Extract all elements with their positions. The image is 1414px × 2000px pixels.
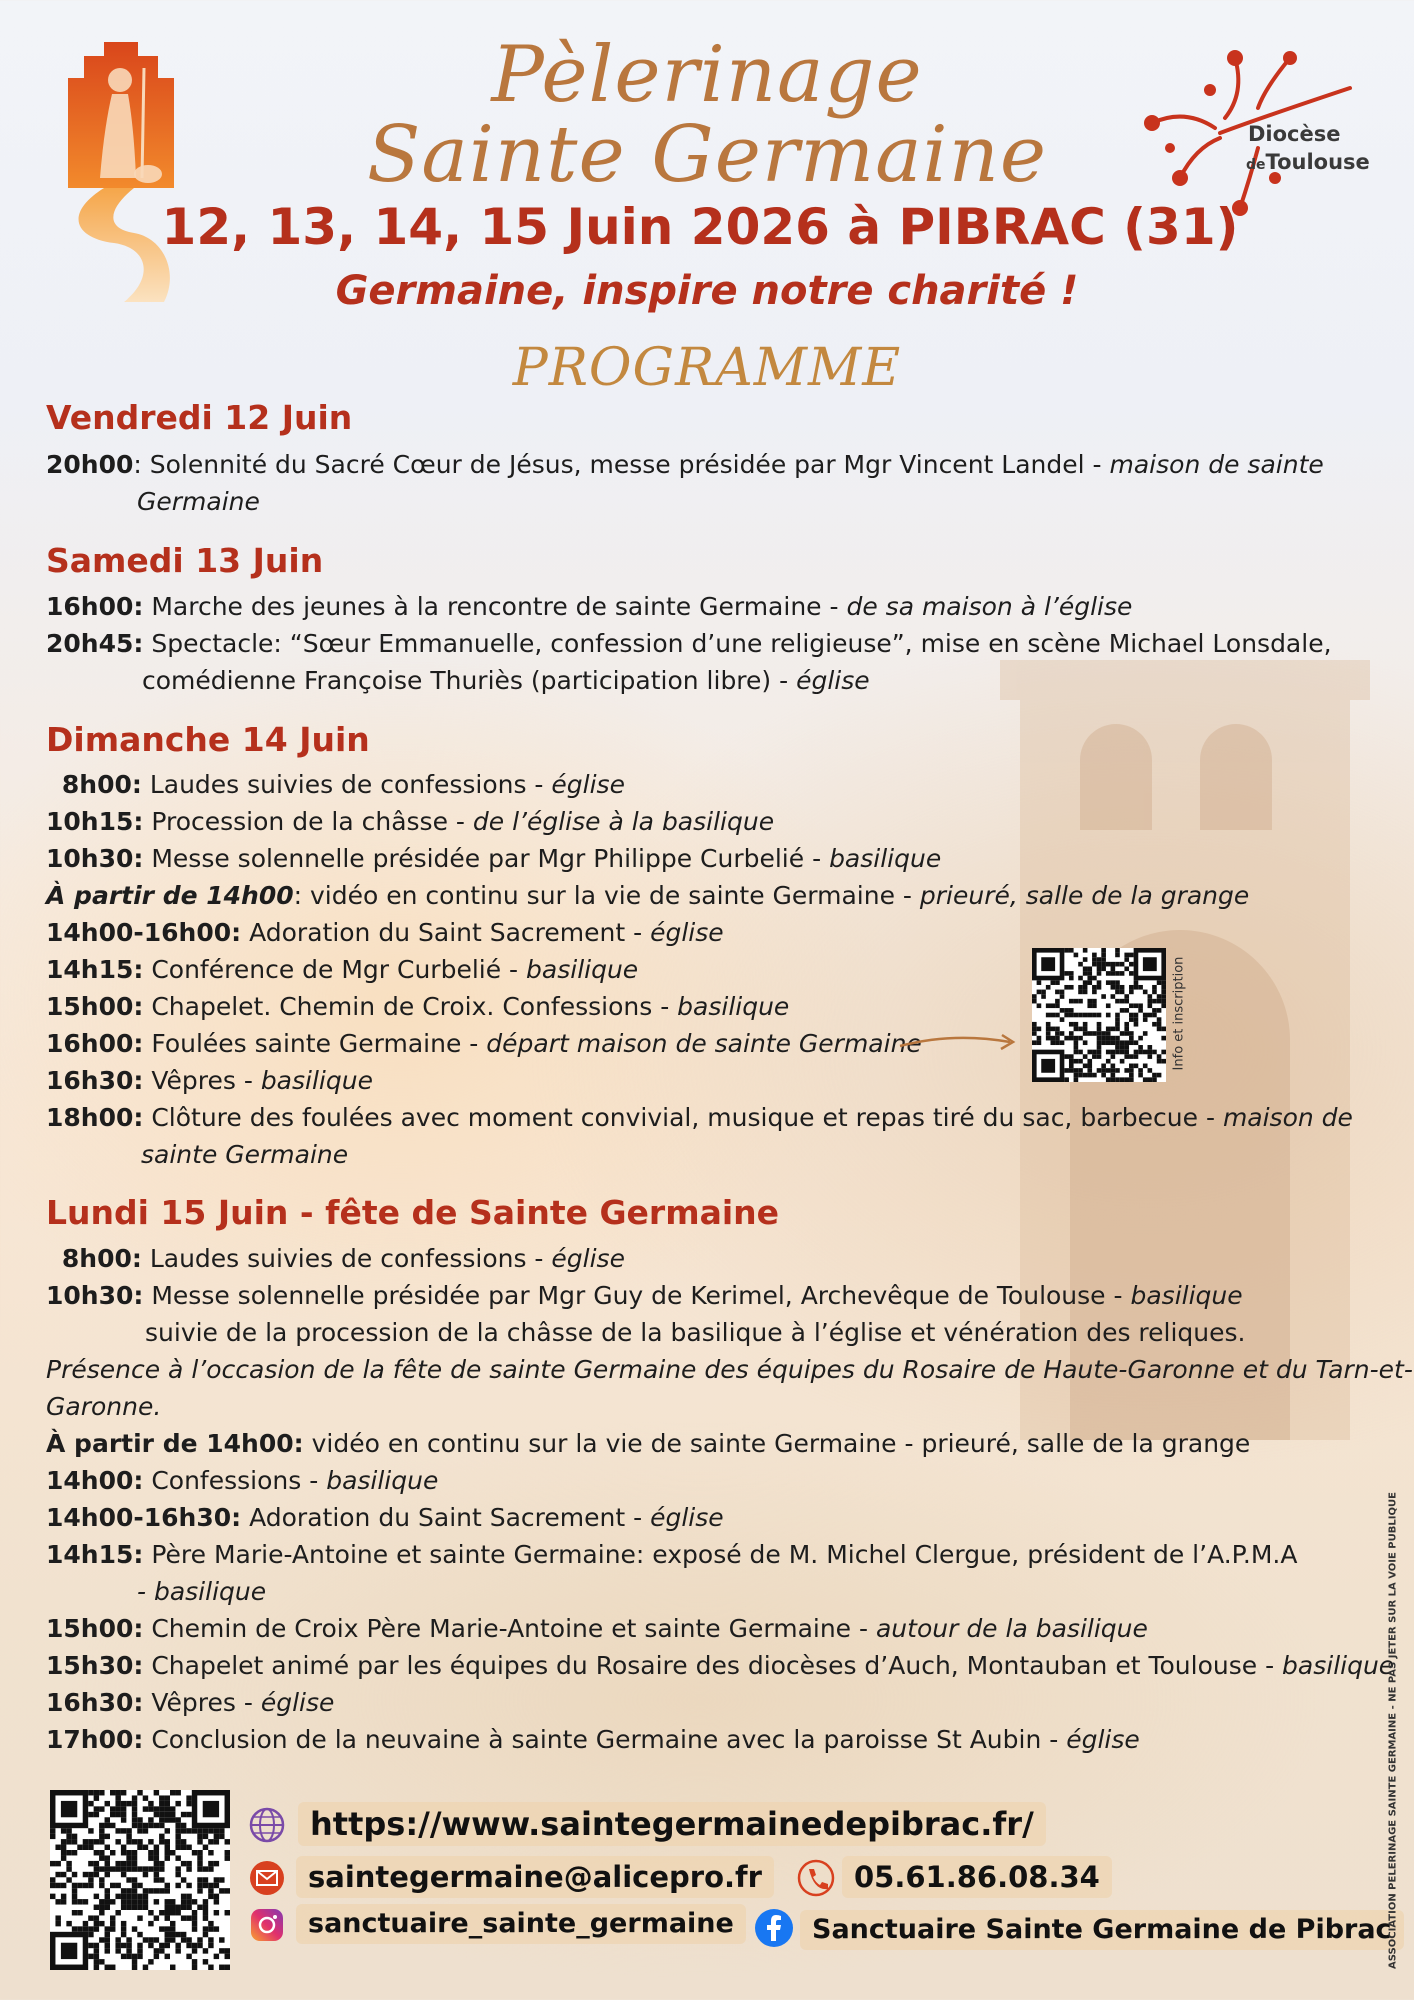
- phone-link[interactable]: 05.61.86.08.34: [842, 1856, 1112, 1898]
- schedule-item: 10h30: Messe solennelle présidée par Mgr Guy de Kerimel, Archevêque de Toulouse - basilique: [46, 1281, 1243, 1310]
- schedule-item: 14h00-16h00: Adoration du Saint Sacrement - église: [46, 918, 724, 947]
- schedule-item-continuation: suivie de la procession de la châsse de la basilique à l’église et vénération des reliques.: [145, 1318, 1246, 1347]
- schedule-item: 8h00: Laudes suivies de confessions - église: [61, 770, 625, 799]
- schedule-item: À partir de 14h00: vidéo en continu sur la vie de sainte Germaine - prieuré, salle de la grange: [46, 1429, 1251, 1458]
- schedule-item: 20h45: Spectacle: “Sœur Emmanuelle, confession d’une religieuse”, mise en scène Michael Lonsdale,: [46, 629, 1332, 658]
- schedule-item-continuation: sainte Germaine: [141, 1140, 349, 1169]
- phone-icon: [796, 1858, 836, 1898]
- day-title-lundi: Lundi 15 Juin - fête de Sainte Germaine: [46, 1193, 780, 1232]
- side-legal-note: ASSOCIATION PELERINAGE SAINTE GERMAINE - NE PAS JETER SUR LA VOIE PUBLIQUE: [1387, 1492, 1399, 1969]
- qr-label-wrap: [1168, 948, 1190, 1082]
- schedule-item: 16h00: Marche des jeunes à la rencontre de sainte Germaine - de sa maison à l’église: [46, 592, 1133, 621]
- schedule-item: 15h30: Chapelet animé par les équipes du Rosaire des diocèses d’Auch, Montauban et Toulouse - basilique: [46, 1651, 1395, 1680]
- event-dates: 12, 13, 14, 15 Juin 2026 à PIBRAC (31): [161, 198, 1239, 256]
- email-link[interactable]: saintegermaine@alicepro.fr: [296, 1856, 774, 1898]
- schedule-item: 14h00: Confessions - basilique: [46, 1466, 439, 1495]
- schedule-item: 8h00: Laudes suivies de confessions - église: [61, 1244, 625, 1273]
- instagram-link[interactable]: sanctuaire_sainte_germaine: [296, 1904, 746, 1944]
- schedule-note: Présence à l’occasion de la fête de sainte Germaine des équipes du Rosaire de Haute-Garonne et du Tarn-et-: [46, 1355, 1413, 1384]
- schedule-item: 15h00: Chapelet. Chemin de Croix. Confessions - basilique: [46, 992, 790, 1021]
- arrow-icon: [898, 1028, 1018, 1058]
- facebook-icon: [754, 1908, 794, 1948]
- schedule-item: 10h30: Messe solennelle présidée par Mgr Philippe Curbelié - basilique: [46, 844, 942, 873]
- programme-heading: PROGRAMME: [512, 338, 902, 398]
- schedule-item-continuation: comédienne Françoise Thuriès (participation libre) - église: [142, 666, 870, 695]
- qr-code-icon: [1032, 948, 1166, 1082]
- mail-icon: [248, 1859, 286, 1897]
- schedule-item: 15h00: Chemin de Croix Père Marie-Antoine et sainte Germaine - autour de la basilique: [46, 1614, 1148, 1643]
- instagram-icon: [248, 1906, 286, 1944]
- qr-label: Info et inscription: [1171, 956, 1187, 1071]
- page-title-line1: Pèlerinage: [491, 30, 923, 120]
- schedule-item-continuation: Germaine: [137, 487, 260, 516]
- schedule-item: 16h00: Foulées sainte Germaine - départ maison de sainte Germaine: [46, 1029, 922, 1058]
- day-title-samedi: Samedi 13 Juin: [46, 541, 324, 580]
- schedule-item: 10h15: Procession de la châsse - de l’église à la basilique: [46, 807, 775, 836]
- page-title-line2: Sainte Germaine: [367, 110, 1047, 200]
- schedule-item: 14h15: Père Marie-Antoine et sainte Germaine: exposé de M. Michel Clergue, président de l’A.P.M.A: [46, 1540, 1298, 1569]
- schedule-item: 14h00-16h30: Adoration du Saint Sacrement - église: [46, 1503, 724, 1532]
- schedule-item: 14h15: Conférence de Mgr Curbelié - basilique: [46, 955, 639, 984]
- diocese-city: deToulouse: [1246, 150, 1370, 174]
- schedule-item: À partir de 14h00: vidéo en continu sur la vie de sainte Germaine - prieuré, salle de la grange: [46, 881, 1250, 910]
- globe-icon: [248, 1806, 286, 1844]
- schedule-item-continuation: - basilique: [137, 1577, 267, 1606]
- day-title-dimanche: Dimanche 14 Juin: [46, 720, 370, 759]
- diocese-label: Diocèse: [1248, 122, 1341, 146]
- facebook-link[interactable]: Sanctuaire Sainte Germaine de Pibrac: [800, 1910, 1404, 1950]
- website-link[interactable]: https://www.saintegermainedepibrac.fr/: [298, 1802, 1046, 1846]
- website-qr-code[interactable]: [50, 1790, 230, 1970]
- schedule-item: 16h30: Vêpres - église: [46, 1688, 335, 1717]
- qr-code-icon: [50, 1790, 230, 1970]
- info-qr-code[interactable]: [1032, 948, 1166, 1082]
- schedule-item: 17h00: Conclusion de la neuvaine à sainte Germaine avec la paroisse St Aubin - église: [46, 1725, 1140, 1754]
- schedule-item: 16h30: Vêpres - basilique: [46, 1066, 373, 1095]
- schedule-note-continuation: Garonne.: [46, 1392, 162, 1421]
- schedule-item: 18h00: Clôture des foulées avec moment convivial, musique et repas tiré du sac, barbecue - maison de: [46, 1103, 1353, 1132]
- event-motto: Germaine, inspire notre charité !: [335, 268, 1079, 314]
- schedule-item: 20h00: Solennité du Sacré Cœur de Jésus, messe présidée par Mgr Vincent Landel - maison de sainte: [46, 450, 1324, 479]
- day-title-vendredi: Vendredi 12 Juin: [46, 398, 353, 437]
